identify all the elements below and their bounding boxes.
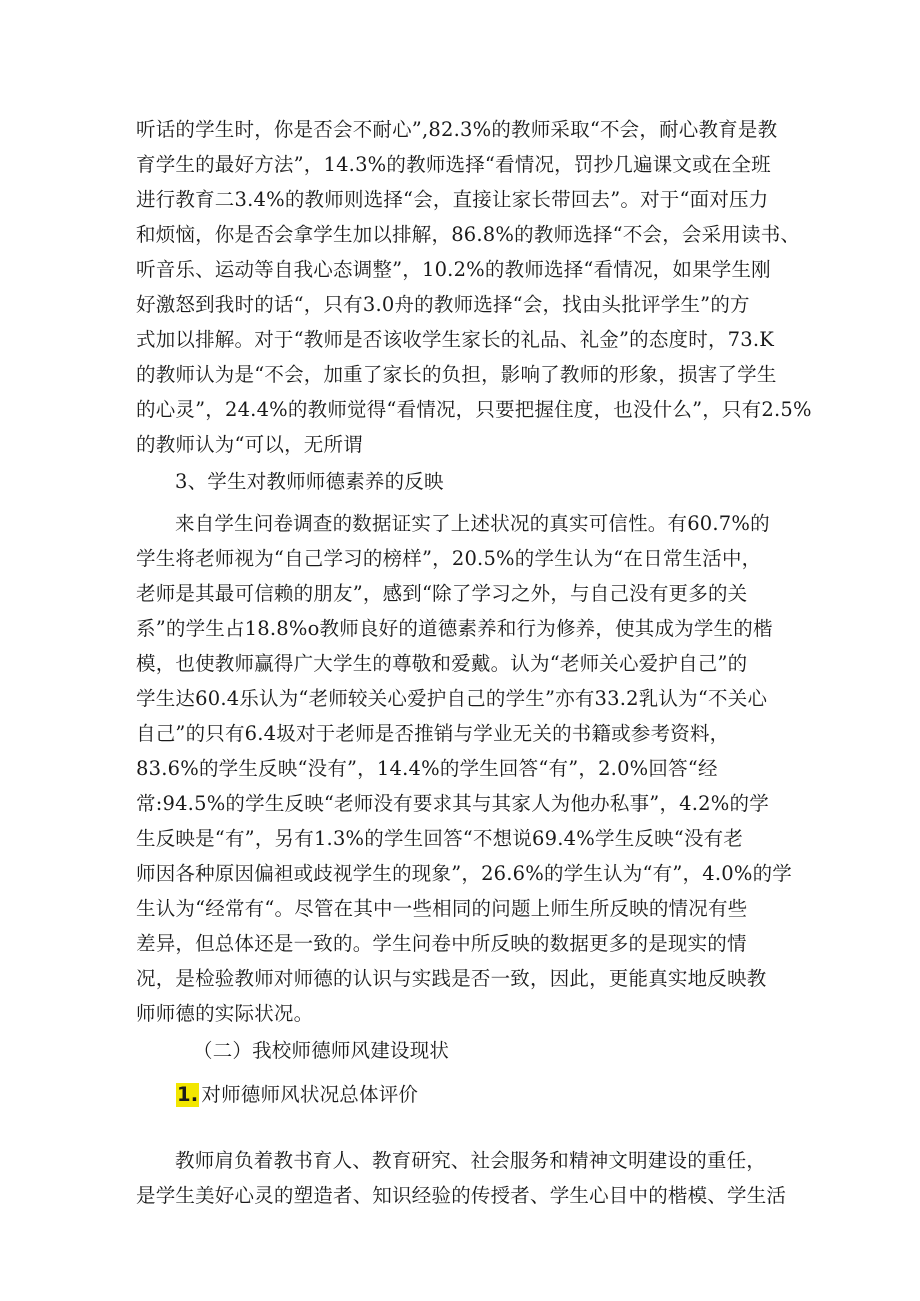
- text-line: 况，是检验教师对师德的认识与实践是否一致，因此，更能真实地反映教: [136, 967, 767, 990]
- text-line: 的心灵”，24.4%的教师觉得“看情况，只要把握住度，也没什么”，只有2.5%: [136, 398, 812, 421]
- text-line: 好激怒到我时的话“，只有3.0舟的教师选择“会，找由头批评学生”的方: [136, 293, 750, 316]
- text-line: 生认为“经常有“。尽管在其中一些相同的问题上师生所反映的情况有些: [136, 897, 748, 920]
- text-line: 进行教育二3.4%的教师则选择“会，直接让家长带回去”。对于“面对压力: [136, 188, 769, 211]
- text-line: 来自学生问卷调查的数据证实了上述状况的真实可信性。有60.7%的: [175, 512, 770, 535]
- text-line: 的教师认为是“不会，加重了家长的负担，影响了教师的形象，损害了学生: [136, 363, 777, 386]
- text-line: 式加以排解。对于“教师是否该收学生家长的礼品、礼金”的态度时，73.K: [136, 328, 775, 351]
- text-line: 听话的学生时，你是否会不耐心”,82.3%的教师采取“不会，耐心教育是教: [136, 118, 778, 141]
- text-line: 常:94.5%的学生反映“老师没有要求其与其家人为他办私事”，4.2%的学: [136, 792, 769, 815]
- text-line: 师师德的实际状况。: [136, 1002, 314, 1025]
- numbered-heading: [176, 1083, 418, 1107]
- text-line: 83.6%的学生反映“没有”，14.4%的学生回答“有”，2.0%回答“经: [136, 757, 718, 780]
- text-line: 是学生美好心灵的塑造者、知识经验的传授者、学生心目中的楷模、学生活: [136, 1184, 787, 1207]
- text-line: 系”的学生占18.8%o教师良好的道德素养和行为修养，使其成为学生的楷: [136, 617, 773, 640]
- text-line: 老师是其最可信赖的朋友”，感到“除了学习之外，与自己没有更多的关: [136, 582, 748, 605]
- text-line: 模，也使教师赢得广大学生的尊敬和爱戴。认为“老师关心爱护自己”的: [136, 652, 748, 675]
- text-line: 生反映是“有”，另有1.3%的学生回答“不想说69.4%学生反映“没有老: [136, 827, 744, 850]
- text-line: 听音乐、运动等自我心态调整”，10.2%的教师选择“看情况，如果学生刚: [136, 258, 771, 281]
- text-line: 学生将老师视为“自己学习的榜样”，20.5%的学生认为“在日常生活中，: [136, 547, 762, 570]
- section-heading: 3、学生对教师师德素养的反映: [175, 470, 444, 493]
- text-line: 师因各种原因偏袒或歧视学生的现象”，26.6%的学生认为“有”，4.0%的学: [136, 862, 792, 885]
- heading-text: 对师德师风状况总体评价: [201, 1083, 419, 1106]
- subsection-heading: （二）我校师德师风建设现状: [193, 1039, 450, 1062]
- text-line: 学生达60.4乐认为“老师较关心爱护自己的学生”亦有33.2乳认为“不关心: [136, 687, 768, 710]
- text-line: 自己”的只有6.4圾对于老师是否推销与学业无关的书籍或参考资料，: [136, 722, 730, 745]
- text-line: 差异，但总体还是一致的。学生问卷中所反映的数据更多的是现实的情: [136, 932, 747, 955]
- text-line: 的教师认为“可以，无所谓: [136, 433, 363, 456]
- text-line: 育学生的最好方法”，14.3%的教师选择“看情况，罚抄几遍课文或在全班: [136, 153, 771, 176]
- text-line: 和烦恼，你是否会拿学生加以排解，86.8%的教师选择“不会，会采用读书、: [136, 223, 801, 246]
- heading-number-highlight: 1.: [177, 1083, 199, 1106]
- text-line: 教师肩负着教书育人、教育研究、社会服务和精神文明建设的重任，: [175, 1149, 767, 1172]
